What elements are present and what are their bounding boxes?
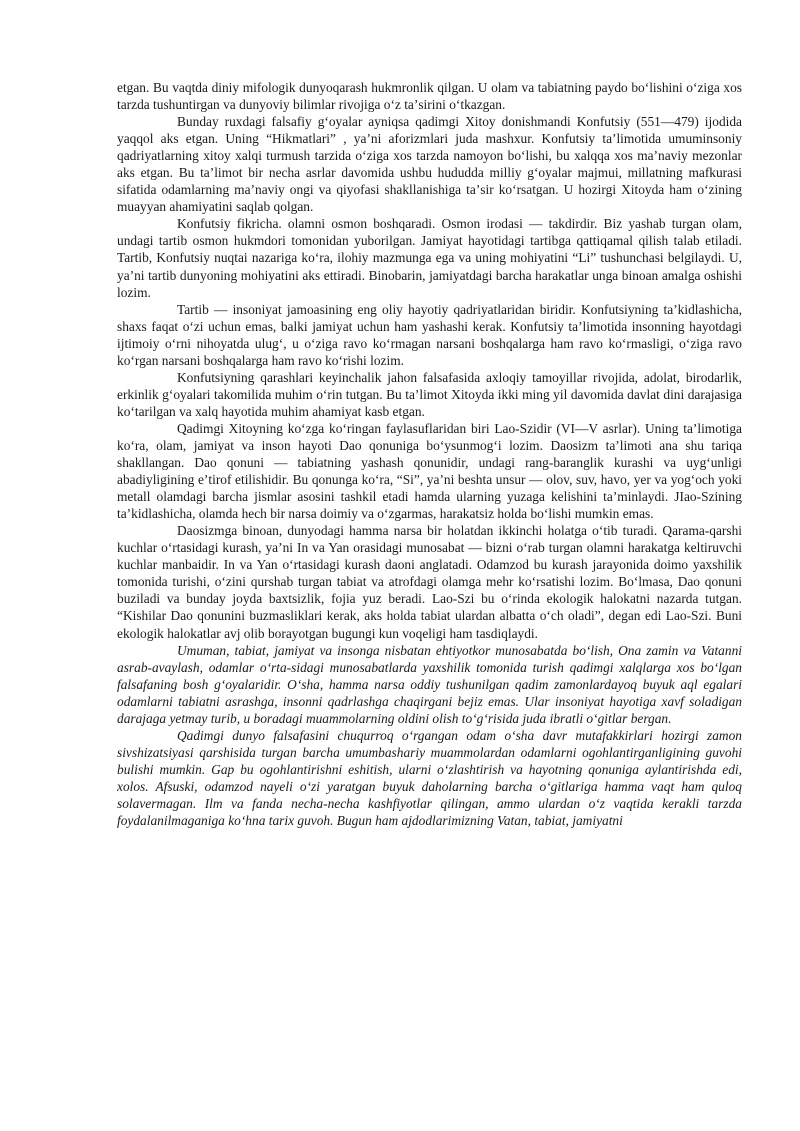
paragraph-2: Bunday ruxdagi falsafiy gʻoyalar ayniqsa qadimgi Xitoy donishmandi Konfutsiy (551—479) ijodida yaqqol aks etgan. Uning “Hikmatlari” , yaʼni aforizmlari juda mashxur. Konfutsiy taʼlimotida umuminsoniy qadriyatlarning xitoy xalqi turmush tarzida oʻziga xos tarzda namoyon boʻlishi, bu xalqqa xos maʼnaviy mezonlar aks etgan. Bu taʼlimot bir necha asrlar davomida ushbu hududda milliy gʻoyalar majmui, millatning mafkurasi sifatida odamlarning maʼnaviy ongi va qiyofasi shakllanishiga taʼsir koʻrsatgan. U hozirgi Xitoyda ham oʻzining muayyan ahamiyatini saqlab qolgan.	[117, 114, 742, 215]
paragraph-1: etgan. Bu vaqtda diniy mifologik dunyoqarash hukmronlik qilgan. U olam va tabiatning paydo boʻlishini oʻziga xos tarzda tushuntirgan va dunyoviy bilimlar rivojiga oʻz taʼsirini oʻtkazgan.	[117, 80, 742, 113]
paragraph-9: Qadimgi dunyo falsafasini chuqurroq oʻrgangan odam oʻsha davr mutafakkirlari hozirgi zamon sivshizatsiyasi qarshisida turgan barcha umumbashariy muammolardan odamlarni ogohlantirganligining guvohi bulishi mumkin. Gap bu ogohlantirishni eshitish, ularni oʻzlashtirish va hayotning qonuniga aylantirishda edi, xolos. Afsuski, odamzod nayeli oʻzi yaratgan buyuk daholarning barcha oʻgitlariga hamma vaqt ham quloq solavermagan. Ilm va fanda necha-necha kashfiyotlar qilingan, ammo ulardan oʻz vaqtida kerakli tarzda foydalanilmaganiga koʻhna tarix guvoh. Bugun ham ajdodlarimizning Vatan, tabiat, jamiyatni	[117, 727, 742, 829]
paragraph-3: Konfutsiy fikricha. olamni osmon boshqaradi. Osmon irodasi — takdirdir. Biz yashab turgan olam, undagi tartib osmon hukmdori tomonidan yuborilgan. Jamiyat hayotidagi tartibga qattiqamal qilish talab etiladi. Tartib, Konfutsiy nuqtai nazariga koʻra, ilohiy mazmunga ega va uning mohiyatini “Li” tushunchasi belgilaydi. U, yaʼni tartib dunyoning mohiyatini aks ettiradi. Binobarin, jamiyatdagi barcha harakatlar unga binoan amalga oshishi lozim.	[117, 216, 742, 300]
document-page	[117, 79, 742, 829]
paragraph-4: Tartib — insoniyat jamoasining eng oliy hayotiy qadriyatlaridan biridir. Konfutsiyning taʼkidlashicha, shaxs faqat oʻzi uchun emas, balki jamiyat uchun ham yashashi kerak. Konfutsiy taʼlimotida insonning hayotdagi ijtimoiy oʻrni nihoyatda ulugʻ, u oʻziga ravo koʻrmagan narsani boshqalarga ham ravo koʻrmasligi, oʻziga ravo koʻrgan narsani boshqalarga ham ravo koʻrishi lozim.	[117, 301, 742, 368]
paragraph-8: Umuman, tabiat, jamiyat va insonga nisbatan ehtiyotkor munosabatda boʻlish, Ona zamin va Vatanni asrab-avaylash, odamlar oʻrta-sidagi munosabatlarda yaxshilik tomonida turish qadimgi xalqlarga xos boʻlgan falsafaning bosh gʻoyalaridir. Oʻsha, hamma narsa oddiy tushunilgan qadim zamonlardayoq buyuk aql egalari odamlarni tabiatni asrashga, insonni qadrlashga chaqirgani bejiz emas. Ular insoniyat hayotiga xavf soladigan darajaga yetmay turib, u boradagi muammolarning oldini olish toʻgʻrisida juda ibratli oʻgitlar bergan.	[117, 642, 742, 726]
paragraph-7: Daosizmga binoan, dunyodagi hamma narsa bir holatdan ikkinchi holatga oʻtib turadi. Qarama-qarshi kuchlar oʻrtasidagi kurash, yaʼni In va Yan orasidagi munosabat — bizni oʻrab turgan olamni harakatga keltiruvchi kuchlar manbaidir. In va Yan oʻrtasidagi kurash daoni anglatadi. Odamzod bu kurash jarayonida doimo yaxshilik tomonida turishi, oʻzini qurshab turgan tabiat va atrofdagi olamga mehr koʻrsatishi lozim. Boʻlmasa, Dao qonuni buziladi va bunday joyda baxtsizlik, fojia yuz beradi. Lao-Szi bu oʻrinda ekologik halokatni nazarda tutgan. “Kishilar Dao qonunini buzmasliklari kerak, aks holda tabiat ulardan albatta oʻch oladi”, degan edi Lao-Szi. Buni ekologik halokatlar avj olib borayotgan bugungi kun voqeligi ham tasdiqlaydi.	[117, 523, 742, 641]
paragraph-6: Qadimgi Xitoyning koʻzga koʻringan faylasuflaridan biri Lao-Szidir (VI—V asrlar). Uning taʼlimotiga koʻra, olam, jamiyat va inson hayoti Dao qonuniga boʻysunmogʻi lozim. Daosizm taʼlimoti ana shu tariqa shakllangan. Dao qonuni — tabiatning yashash qonunidir, undagi rang-baranglik kurashi va uygʻunligi abadiyligining eʼtirof etilishidir. Bu qonunga koʻra, “Si”, yaʼni beshta unsur — olov, suv, havo, yer va yogʻoch yoki metall olamdagi barcha jismlar asosini tashkil etadi hamda ularning yuzaga kelishini taʼminlaydi. JIao-Szining taʼkidlashicha, olamda hech bir narsa doimiy va oʻzgarmas, harakatsiz holda boʻlishi mumkin emas.	[117, 420, 742, 522]
paragraph-5: Konfutsiyning qarashlari keyinchalik jahon falsafasida axloqiy tamoyillar rivojida, adolat, birodarlik, erkinlik gʻoyalari takomilida muhim oʻrin tutgan. Bu taʼlimot Xitoyda ikki ming yil davomida davlat dini darajasiga koʻtarilgan va xalq hayotida muhim ahamiyat kasb etgan.	[117, 369, 742, 419]
